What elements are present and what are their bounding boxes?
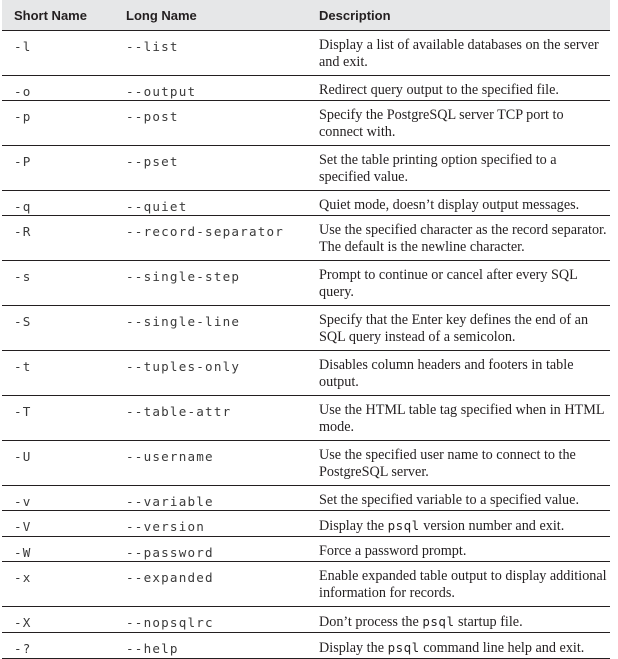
description-cell (305, 191, 610, 216)
description-text: Set the specified variable to a specified value. (319, 492, 579, 508)
description-text: Disables column headers and footers in table output. (319, 357, 574, 390)
description-text: Display the (319, 640, 388, 656)
short-name-cell: -? (2, 633, 114, 659)
short-name-cell: -P (2, 146, 114, 191)
long-name-cell: --quiet (114, 191, 305, 216)
short-name-cell: -U (2, 441, 114, 486)
table-row (2, 486, 610, 511)
description-cell (305, 351, 610, 396)
psql-options-table (2, 0, 610, 659)
description-cell (305, 396, 610, 441)
long-name-cell: --table-attr (114, 396, 305, 441)
short-name-cell: -V (2, 511, 114, 537)
description-cell (305, 101, 610, 146)
description-text: Display the (319, 518, 388, 534)
short-name-cell: -T (2, 396, 114, 441)
header-description: Description (305, 0, 610, 31)
table-row (2, 511, 610, 537)
table-row (2, 31, 610, 76)
table-row (2, 191, 610, 216)
long-name-cell: --tuples-only (114, 351, 305, 396)
table-row (2, 216, 610, 261)
description-cell (305, 216, 610, 261)
table-row (2, 261, 610, 306)
description-cell (305, 306, 610, 351)
short-name-cell: -l (2, 31, 114, 76)
description-text: Specify that the Enter key defines the end of an SQL query instead of a semicolon. (319, 312, 589, 345)
description-cell (305, 537, 610, 562)
long-name-cell: --help (114, 633, 305, 659)
table-row (2, 76, 610, 101)
long-name-cell: --single-step (114, 261, 305, 306)
inline-code: psql (387, 518, 420, 533)
description-text: startup file. (454, 614, 523, 630)
short-name-cell: -x (2, 562, 114, 607)
description-text: Prompt to continue or cancel after every SQL query. (319, 267, 578, 300)
description-cell (305, 562, 610, 607)
short-name-cell: -t (2, 351, 114, 396)
long-name-cell: --username (114, 441, 305, 486)
table-header-row (2, 0, 610, 31)
short-name-cell: -o (2, 76, 114, 101)
short-name-cell: -S (2, 306, 114, 351)
description-cell (305, 486, 610, 511)
table-row (2, 537, 610, 562)
short-name-cell: -W (2, 537, 114, 562)
header-short-name: Short Name (2, 0, 114, 31)
long-name-cell: --version (114, 511, 305, 537)
short-name-cell: -q (2, 191, 114, 216)
description-text: Don’t process the (319, 614, 423, 630)
description-text: Use the specified character as the record separator. The default is the newline character. (319, 222, 607, 255)
table-row (2, 396, 610, 441)
description-text: version number and exit. (419, 518, 565, 534)
description-text: Display a list of available databases on the server and exit. (319, 37, 599, 70)
description-cell (305, 511, 610, 537)
description-cell (305, 76, 610, 101)
description-text: Enable expanded table output to display additional information for records. (319, 568, 607, 601)
long-name-cell: --variable (114, 486, 305, 511)
description-cell (305, 633, 610, 659)
description-text: Quiet mode, doesn’t display output messages. (319, 197, 580, 213)
description-text: Set the table printing option specified to a specified value. (319, 152, 557, 185)
description-text: Use the HTML table tag specified when in HTML mode. (319, 402, 604, 435)
long-name-cell: --record-separator (114, 216, 305, 261)
long-name-cell: --single-line (114, 306, 305, 351)
long-name-cell: --post (114, 101, 305, 146)
description-cell (305, 261, 610, 306)
long-name-cell: --nopsqlrc (114, 607, 305, 633)
description-text: Specify the PostgreSQL server TCP port to connect with. (319, 107, 564, 140)
table-row (2, 351, 610, 396)
description-cell (305, 31, 610, 76)
description-text: command line help and exit. (419, 640, 585, 656)
short-name-cell: -v (2, 486, 114, 511)
long-name-cell: --list (114, 31, 305, 76)
short-name-cell: -R (2, 216, 114, 261)
long-name-cell: --output (114, 76, 305, 101)
table-row (2, 633, 610, 659)
inline-code: psql (422, 614, 455, 629)
description-text: Redirect query output to the specified file. (319, 82, 559, 98)
short-name-cell: -X (2, 607, 114, 633)
description-text: Use the specified user name to connect to the PostgreSQL server. (319, 447, 576, 480)
short-name-cell: -s (2, 261, 114, 306)
description-cell (305, 607, 610, 633)
table-row (2, 306, 610, 351)
long-name-cell: --pset (114, 146, 305, 191)
table-row (2, 607, 610, 633)
inline-code: psql (387, 640, 420, 655)
long-name-cell: --expanded (114, 562, 305, 607)
table-row (2, 146, 610, 191)
table-row (2, 562, 610, 607)
short-name-cell: -p (2, 101, 114, 146)
header-long-name: Long Name (114, 0, 305, 31)
description-text: Force a password prompt. (319, 543, 467, 559)
long-name-cell: --password (114, 537, 305, 562)
description-cell (305, 441, 610, 486)
table-row (2, 441, 610, 486)
table-row (2, 101, 610, 146)
description-cell (305, 146, 610, 191)
